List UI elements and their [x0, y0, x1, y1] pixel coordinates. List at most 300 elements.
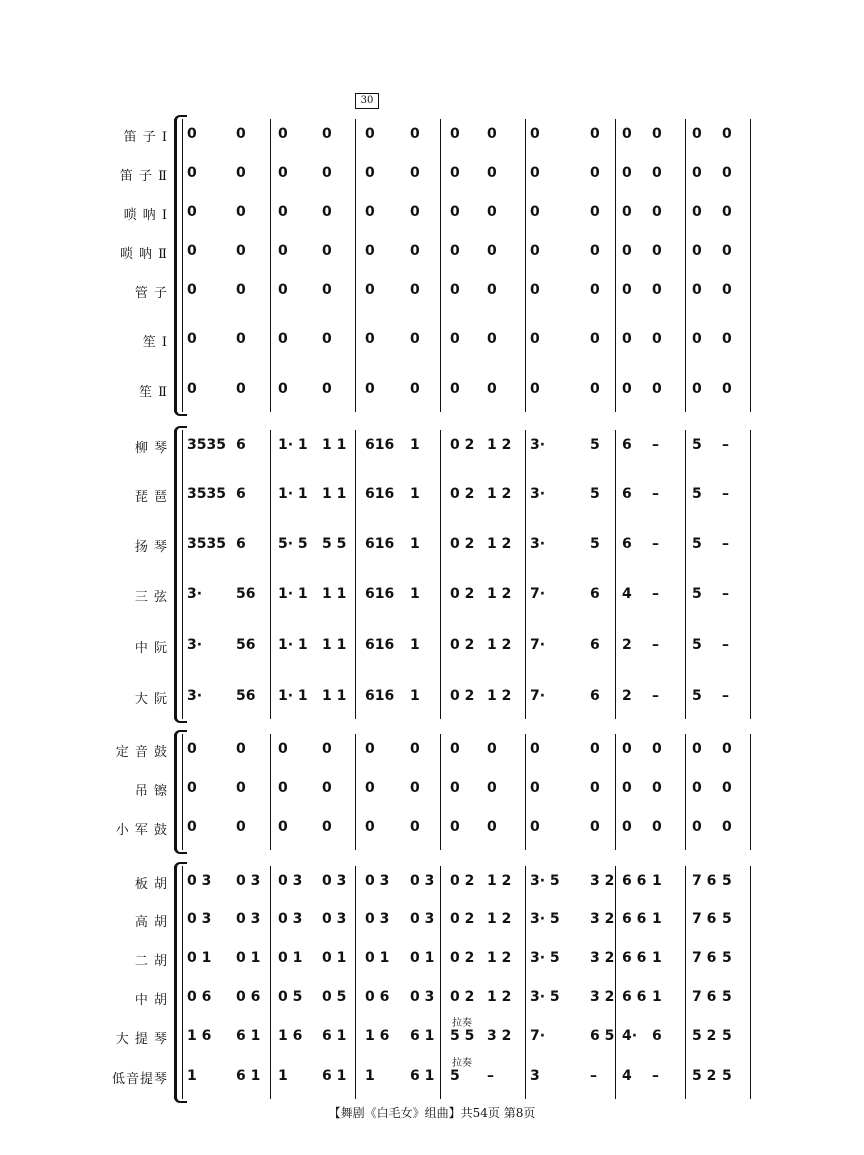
instrument-label: 笙 Ⅰ [142, 335, 168, 350]
instrument-label: 三 弦 [134, 590, 168, 605]
note-cell: 1 [652, 873, 662, 889]
note-cell: 1 1 [322, 637, 347, 653]
note-cell: 0 [530, 741, 540, 757]
bar-line [525, 866, 526, 1099]
instrument-label: 板 胡 [134, 877, 168, 892]
bar-line [182, 430, 183, 719]
instrument-label: 柳 琴 [134, 441, 168, 456]
note-cell: – [652, 486, 659, 502]
note-cell: 0 [652, 165, 662, 181]
note-cell: 5 [722, 950, 732, 966]
note-cell: 0 [622, 331, 632, 347]
note-cell: 0 [278, 819, 288, 835]
note-cell: 0 3 [187, 911, 212, 927]
note-cell: 0 3 [410, 873, 435, 889]
note-cell: 0 [236, 780, 246, 796]
note-cell: 0 [722, 381, 732, 397]
note-cell: 1 2 [487, 536, 512, 552]
note-cell: 6 1 [410, 1028, 435, 1044]
note-cell: 616 [365, 536, 395, 552]
note-cell: 0 3 [278, 911, 303, 927]
note-cell: 1 6 [187, 1028, 212, 1044]
note-cell: 0 1 [365, 950, 390, 966]
note-cell: 0 3 [236, 873, 261, 889]
note-cell: 0 [590, 165, 600, 181]
note-cell: 0 [530, 204, 540, 220]
note-cell: 0 3 [365, 911, 390, 927]
note-cell: 0 [322, 243, 332, 259]
note-cell: – [652, 586, 659, 602]
note-cell: 0 2 [450, 950, 475, 966]
note-cell: 0 [590, 331, 600, 347]
bar-line [615, 119, 616, 412]
note-cell: 0 [278, 204, 288, 220]
note-cell: 1 2 [487, 911, 512, 927]
note-cell: 0 [590, 381, 600, 397]
note-cell: 0 [410, 780, 420, 796]
note-cell: 56 [236, 586, 256, 602]
note-cell: 0 [236, 282, 246, 298]
note-cell: 0 [652, 780, 662, 796]
note-cell: 0 1 [322, 950, 347, 966]
note-cell: 0 3 [278, 873, 303, 889]
note-cell: 0 [692, 741, 702, 757]
note-cell: 6 [652, 1028, 662, 1044]
note-cell: 1 6 [365, 1028, 390, 1044]
note-cell: 0 6 [187, 989, 212, 1005]
note-cell: 0 [652, 204, 662, 220]
note-cell: 0 [487, 282, 497, 298]
bar-line [182, 734, 183, 850]
bar-line [355, 866, 356, 1099]
note-cell: 5 5 [322, 536, 347, 552]
note-cell: 0 1 [278, 950, 303, 966]
note-cell: 0 [365, 243, 375, 259]
note-cell: 0 [692, 243, 702, 259]
note-cell: 5 [722, 1028, 732, 1044]
note-cell: 5 [722, 1068, 732, 1084]
note-cell: 0 [278, 741, 288, 757]
articulation-text: 拉奏 [452, 1058, 472, 1069]
note-cell: 5 [692, 688, 702, 704]
note-cell: 0 [450, 381, 460, 397]
note-cell: 0 [322, 331, 332, 347]
bar-line [182, 866, 183, 1099]
note-cell: 0 [236, 819, 246, 835]
note-cell: 0 [450, 243, 460, 259]
note-cell: 7 6 [692, 873, 717, 889]
note-cell: 0 1 [410, 950, 435, 966]
note-cell: 0 [722, 780, 732, 796]
note-cell: 0 [487, 204, 497, 220]
note-cell: 0 [322, 741, 332, 757]
instrument-label: 扬 琴 [134, 540, 168, 555]
note-cell: – [722, 536, 729, 552]
instrument-label: 低音提琴 [111, 1072, 168, 1087]
note-cell: – [722, 437, 729, 453]
note-cell: 1 [410, 586, 420, 602]
note-cell: 0 [722, 165, 732, 181]
bar-line [440, 734, 441, 850]
note-cell: 0 [590, 126, 600, 142]
note-cell: 0 [530, 780, 540, 796]
bar-line [685, 734, 686, 850]
note-cell: 0 2 [450, 911, 475, 927]
note-cell: 0 [236, 126, 246, 142]
note-cell: 1 1 [322, 486, 347, 502]
note-cell: 6 6 [622, 950, 647, 966]
note-cell: 0 [692, 780, 702, 796]
note-cell: 1 [410, 437, 420, 453]
note-cell: 7 6 [692, 989, 717, 1005]
note-cell: 0 [236, 741, 246, 757]
group-bracket-winds [174, 119, 177, 412]
note-cell: 6 [236, 437, 246, 453]
note-cell: 0 [322, 165, 332, 181]
note-cell: 616 [365, 486, 395, 502]
note-cell: – [652, 637, 659, 653]
note-cell: 3 2 [590, 873, 615, 889]
note-cell: 0 [410, 243, 420, 259]
note-cell: 0 [622, 243, 632, 259]
note-cell: 7 6 [692, 911, 717, 927]
note-cell: 0 [278, 126, 288, 142]
note-cell: 0 2 [450, 688, 475, 704]
bar-line [525, 430, 526, 719]
note-cell: 0 [236, 331, 246, 347]
note-cell: 6 1 [236, 1068, 261, 1084]
note-cell: 0 [450, 741, 460, 757]
bar-line [525, 119, 526, 412]
note-cell: 0 [590, 819, 600, 835]
note-cell: 0 [278, 780, 288, 796]
note-cell: 4 [622, 1068, 632, 1084]
note-cell: 0 [410, 204, 420, 220]
instrument-label: 笛 子 Ⅱ [119, 169, 168, 184]
instrument-label: 琵 琶 [134, 490, 168, 505]
note-cell: 0 3 [187, 873, 212, 889]
instrument-label: 唢 呐 Ⅱ [119, 247, 168, 262]
note-cell: 6 1 [410, 1068, 435, 1084]
note-cell: 0 [187, 126, 197, 142]
note-cell: 6 1 [236, 1028, 261, 1044]
note-cell: 0 [410, 741, 420, 757]
note-cell: 5 [590, 437, 600, 453]
note-cell: – [722, 688, 729, 704]
note-cell: 0 [652, 243, 662, 259]
note-cell: 1 [410, 688, 420, 704]
bar-line [615, 734, 616, 850]
note-cell: 0 [487, 381, 497, 397]
note-cell: 0 2 [450, 873, 475, 889]
note-cell: 0 [365, 126, 375, 142]
note-cell: 3· 5 [530, 873, 560, 889]
note-cell: 0 [530, 282, 540, 298]
note-cell: 0 [187, 165, 197, 181]
note-cell: 56 [236, 688, 256, 704]
note-cell: 0 1 [187, 950, 212, 966]
instrument-label: 吊 镲 [134, 784, 168, 799]
bar-line [270, 866, 271, 1099]
note-cell: 0 [530, 243, 540, 259]
note-cell: 5 [590, 536, 600, 552]
note-cell: 1 1 [322, 688, 347, 704]
note-cell: 3· 5 [530, 950, 560, 966]
note-cell: 0 [187, 331, 197, 347]
bar-line [440, 866, 441, 1099]
note-cell: 0 3 [322, 873, 347, 889]
note-cell: 0 [450, 331, 460, 347]
note-cell: 1 [410, 486, 420, 502]
note-cell: 5 [590, 486, 600, 502]
note-cell: 0 [622, 165, 632, 181]
note-cell: 0 [278, 165, 288, 181]
bar-line [355, 430, 356, 719]
note-cell: – [652, 536, 659, 552]
note-cell: 6 [622, 536, 632, 552]
note-cell: 4· [622, 1028, 638, 1044]
note-cell: 0 [622, 204, 632, 220]
note-cell: 0 [278, 243, 288, 259]
note-cell: 0 [365, 331, 375, 347]
instrument-label: 小 军 鼓 [115, 823, 168, 838]
note-cell: 0 [322, 381, 332, 397]
note-cell: 1 [652, 911, 662, 927]
note-cell: 0 [365, 204, 375, 220]
bar-line [355, 734, 356, 850]
note-cell: 0 [692, 282, 702, 298]
note-cell: 3· [187, 688, 203, 704]
bar-line [685, 119, 686, 412]
bar-line [685, 430, 686, 719]
note-cell: 0 [692, 381, 702, 397]
note-cell: 1 [410, 536, 420, 552]
articulation-text: 拉奏 [452, 1018, 472, 1029]
note-cell: 0 [187, 243, 197, 259]
instrument-label: 唢 呐 Ⅰ [123, 208, 168, 223]
note-cell: 0 [652, 819, 662, 835]
bar-line [750, 119, 751, 412]
note-cell: 0 [622, 126, 632, 142]
note-cell: 0 [590, 741, 600, 757]
note-cell: 0 [365, 165, 375, 181]
note-cell: 3 [530, 1068, 540, 1084]
note-cell: 3 2 [487, 1028, 512, 1044]
note-cell: 6 [590, 688, 600, 704]
note-cell: 5 [722, 911, 732, 927]
note-cell: 6 6 [622, 911, 647, 927]
note-cell: 0 2 [450, 486, 475, 502]
note-cell: 3535 [187, 437, 226, 453]
note-cell: 5 [450, 1068, 460, 1084]
note-cell: 0 [722, 126, 732, 142]
note-cell: 0 3 [236, 911, 261, 927]
note-cell: 0 [487, 243, 497, 259]
note-cell: 1 2 [487, 950, 512, 966]
note-cell: 6 6 [622, 989, 647, 1005]
instrument-label: 中 胡 [134, 993, 168, 1008]
note-cell: – [722, 637, 729, 653]
note-cell: 3 2 [590, 911, 615, 927]
note-cell: 6 [590, 637, 600, 653]
note-cell: – [652, 1068, 659, 1084]
note-cell: 6 1 [322, 1028, 347, 1044]
note-cell: 1 [278, 1068, 288, 1084]
note-cell: 1 1 [322, 437, 347, 453]
bar-line [355, 119, 356, 412]
note-cell: 1 [410, 637, 420, 653]
note-cell: 0 [652, 282, 662, 298]
note-cell: 1· 1 [278, 688, 308, 704]
note-cell: 0 [410, 165, 420, 181]
note-cell: 7· [530, 586, 546, 602]
note-cell: 6 [590, 586, 600, 602]
instrument-label: 笛 子 Ⅰ [123, 130, 168, 145]
note-cell: 0 [590, 204, 600, 220]
note-cell: 1· 1 [278, 637, 308, 653]
note-cell: 0 [530, 819, 540, 835]
note-cell: 0 [236, 204, 246, 220]
bar-line [270, 734, 271, 850]
note-cell: 7 6 [692, 950, 717, 966]
note-cell: 0 [365, 282, 375, 298]
group-bracket-plucked [174, 430, 177, 719]
bar-line [615, 866, 616, 1099]
note-cell: – [722, 486, 729, 502]
note-cell: 5 [692, 486, 702, 502]
note-cell: 3· [530, 437, 546, 453]
note-cell: 0 2 [450, 586, 475, 602]
note-cell: 3535 [187, 486, 226, 502]
note-cell: 3· [187, 586, 203, 602]
note-cell: 2 [622, 637, 632, 653]
note-cell: 1 1 [322, 586, 347, 602]
bar-line [525, 734, 526, 850]
group-bracket-percussion [174, 734, 177, 850]
note-cell: 3· 5 [530, 911, 560, 927]
note-cell: 5 [692, 437, 702, 453]
note-cell: 0 [187, 381, 197, 397]
bar-line [750, 430, 751, 719]
note-cell: 0 [187, 780, 197, 796]
note-cell: 0 [530, 126, 540, 142]
note-cell: 0 2 [450, 437, 475, 453]
note-cell: 7· [530, 1028, 546, 1044]
note-cell: 0 [365, 780, 375, 796]
note-cell: 0 [365, 819, 375, 835]
note-cell: 5 [692, 637, 702, 653]
note-cell: 0 [530, 165, 540, 181]
note-cell: 0 [410, 126, 420, 142]
note-cell: 0 [410, 381, 420, 397]
note-cell: 0 [450, 780, 460, 796]
note-cell: 1 [652, 989, 662, 1005]
note-cell: – [652, 437, 659, 453]
note-cell: 616 [365, 437, 395, 453]
note-cell: 6 6 [622, 873, 647, 889]
note-cell: 1 [365, 1068, 375, 1084]
note-cell: 3· 5 [530, 989, 560, 1005]
note-cell: 1 2 [487, 873, 512, 889]
note-cell: 1 2 [487, 989, 512, 1005]
note-cell: 0 [652, 381, 662, 397]
note-cell: 5 [692, 586, 702, 602]
note-cell: 0 [236, 165, 246, 181]
bar-line [750, 734, 751, 850]
note-cell: 56 [236, 637, 256, 653]
bar-line [440, 119, 441, 412]
instrument-label: 大 提 琴 [115, 1032, 168, 1047]
note-cell: 1· 1 [278, 486, 308, 502]
note-cell: 1 2 [487, 586, 512, 602]
note-cell: 3 2 [590, 989, 615, 1005]
note-cell: 0 [692, 819, 702, 835]
note-cell: 3 2 [590, 950, 615, 966]
note-cell: 0 [487, 741, 497, 757]
note-cell: – [590, 1068, 597, 1084]
note-cell: 0 [722, 282, 732, 298]
note-cell: 0 [322, 282, 332, 298]
note-cell: 0 [692, 331, 702, 347]
note-cell: 0 [530, 381, 540, 397]
note-cell: 0 [187, 204, 197, 220]
note-cell: 0 [236, 243, 246, 259]
note-cell: 0 [722, 741, 732, 757]
note-cell: 0 [722, 204, 732, 220]
bar-line [270, 119, 271, 412]
note-cell: 3535 [187, 536, 226, 552]
instrument-label: 中 阮 [134, 641, 168, 656]
note-cell: 616 [365, 586, 395, 602]
note-cell: 6 [622, 437, 632, 453]
note-cell: 0 [487, 126, 497, 142]
note-cell: 0 2 [450, 536, 475, 552]
note-cell: 0 [322, 204, 332, 220]
note-cell: 0 [236, 381, 246, 397]
note-cell: 0 [622, 780, 632, 796]
note-cell: 0 [278, 331, 288, 347]
note-cell: 2 [622, 688, 632, 704]
note-cell: 0 3 [365, 873, 390, 889]
note-cell: 0 [450, 282, 460, 298]
note-cell: 0 [365, 741, 375, 757]
note-cell: 0 [622, 819, 632, 835]
note-cell: 3· [530, 536, 546, 552]
note-cell: 6 [236, 536, 246, 552]
note-cell: 0 [487, 165, 497, 181]
note-cell: 7· [530, 637, 546, 653]
note-cell: 0 [652, 126, 662, 142]
bar-line [615, 430, 616, 719]
note-cell: 0 [590, 780, 600, 796]
instrument-label: 定 音 鼓 [115, 745, 168, 760]
note-cell: 1 6 [278, 1028, 303, 1044]
note-cell: 0 [590, 243, 600, 259]
note-cell: 0 [187, 819, 197, 835]
note-cell: 7· [530, 688, 546, 704]
note-cell: 0 6 [365, 989, 390, 1005]
note-cell: 0 3 [322, 911, 347, 927]
note-cell: 6 1 [322, 1068, 347, 1084]
note-cell: 616 [365, 688, 395, 704]
note-cell: 0 [410, 331, 420, 347]
note-cell: 0 [622, 741, 632, 757]
note-cell: 1 2 [487, 437, 512, 453]
note-cell: 1· 1 [278, 586, 308, 602]
instrument-label: 二 胡 [134, 954, 168, 969]
note-cell: 0 [590, 282, 600, 298]
note-cell: 0 3 [410, 989, 435, 1005]
